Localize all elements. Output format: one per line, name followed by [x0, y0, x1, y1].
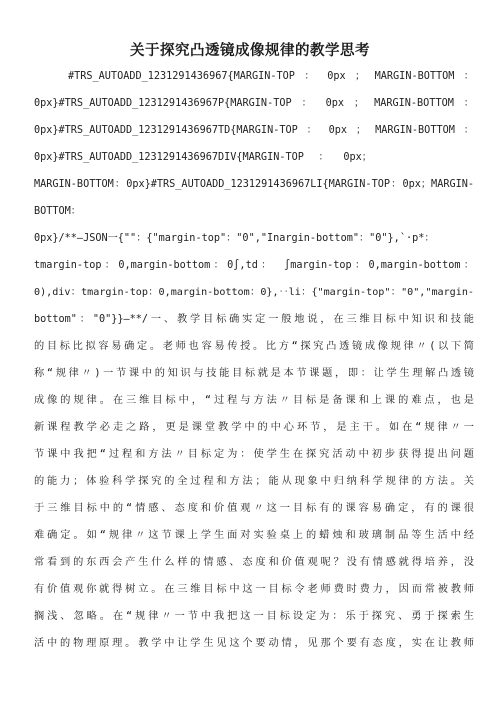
text-line: BOTTOM： — [34, 206, 81, 217]
text-line: 常看到的东西会产生什么样的情感、态度和价值观呢？没有情感就得培养，没 — [34, 557, 474, 568]
text-line: 搁浅、忽略。在“规律〃一节中我把这一目标设定为：乐于探究、勇于探索生 — [34, 611, 474, 622]
text-line: 节课中我把“过程和方法〃目标定为：使学生在探究活动中初步获得提出问题 — [34, 449, 474, 460]
text-line: bottom"："0"}}—**/一、教学目标确实定一般地说，在三维目标中知识和技能 — [34, 314, 474, 325]
text-line: 有价值观你就得树立。在三维目标中这一目标令老师费时费力，因而常被教师 — [34, 584, 474, 595]
text-line: 0px}#TRS_AUTOADD_1231291436967P{MARGIN-TOP ： 0px ； MARGIN-BOTTOM ： — [34, 98, 474, 109]
text-line: 难确定。如“规律〃这节课上学生面对实验桌上的蜡烛和玻璃制品等生活中经 — [34, 530, 474, 541]
text-line: tmargin-top：0,margin-bottom：0∫,td： ∫margin-top：0,margin-bottom： — [34, 260, 474, 271]
text-line: 的能力；体验科学探究的全过程和方法；能从现象中归纳科学规律的方法。关 — [34, 476, 474, 487]
text-line: 于三维目标中的“情感、态度和价值观〃这一目标有的课容易确定，有的课很 — [34, 503, 474, 514]
text-line: 0px}/**—JSON一{""：{"margin-top"："0","Inargin-bottom"："0"},`·p*： — [34, 233, 435, 244]
text-line: 称“规律〃)一节课中的知识与技能目标就是本节课题，即：让学生理解凸透镜 — [34, 368, 474, 379]
text-line: 0),div：tmargin-top：0,margin-bottom：0},‥li：{"margin-top"："0","margin- — [34, 287, 474, 298]
document-title: 关于探究凸透镜成像规律的教学思考 — [130, 42, 370, 59]
text-line: MARGIN-BOTTOM：0px}#TRS_AUTOADD_1231291436967LI{MARGIN-TOP：0px；MARGIN- — [34, 179, 474, 190]
text-line: 成像的规律。在三维目标中，“过程与方法〃目标是备课和上课的难点，也是 — [34, 395, 474, 406]
text-line: 0px}#TRS_AUTOADD_1231291436967DIV{MARGIN-TOP：0px； — [34, 152, 372, 163]
text-line: 0px}#TRS_AUTOADD_1231291436967TD{MARGIN-TOP ： 0px ； MARGIN-BOTTOM ： — [34, 125, 474, 136]
text-line: 活中的物理原理。教学中让学生见这个要动情，见那个要有态度，实在让教师 — [34, 638, 474, 649]
text-line: 的目标比拟容易确定。老师也容易传授。比方“探究凸透镜成像规律〃(以下简 — [34, 341, 474, 352]
text-line: #TRS_AUTOADD_1231291436967{MARGIN-TOP ： 0px ； MARGIN-BOTTOM ： — [68, 71, 474, 82]
text-line: 新课程教学必走之路，更是课堂教学中的中心环节，是主干。如在“规律〃一 — [34, 422, 474, 433]
